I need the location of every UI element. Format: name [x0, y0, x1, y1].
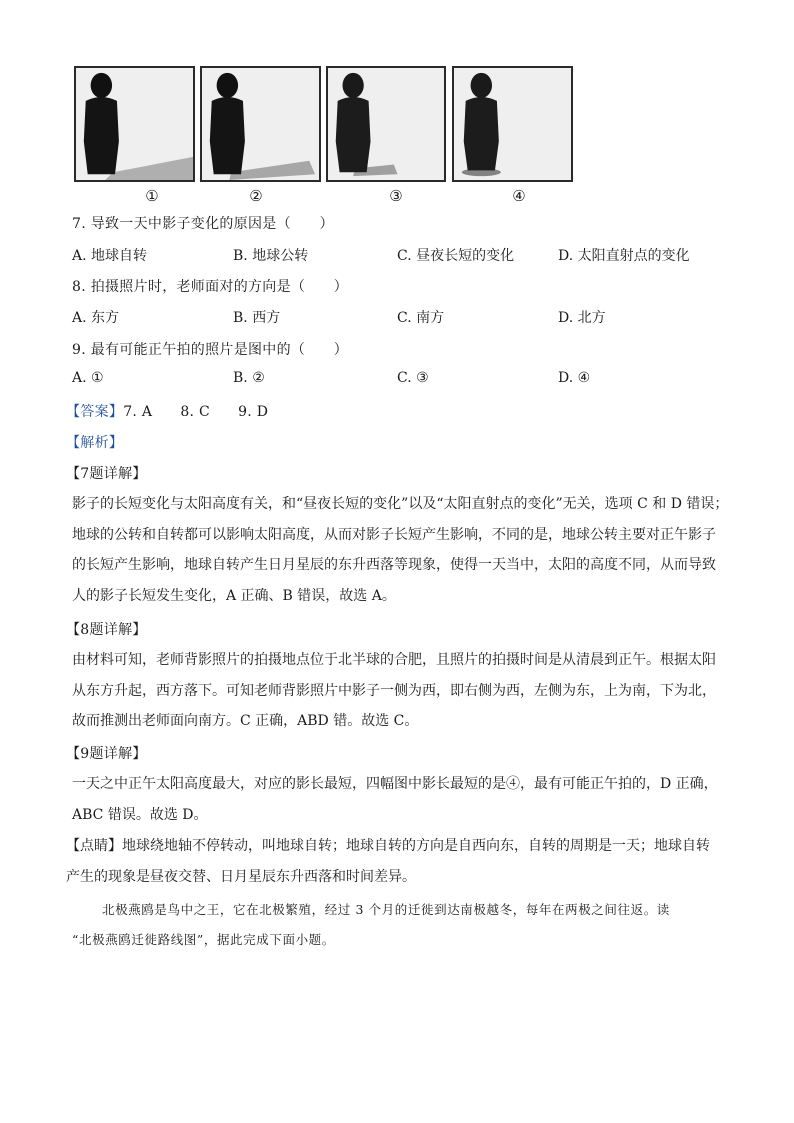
question-7-option-d: D. 太阳直射点的变化	[558, 248, 690, 264]
detail-9-line: 一天之中正午太阳高度最大，对应的影长最短，四幅图中影长最短的是④，最有可能正午拍的，D 正确，	[72, 776, 718, 792]
photo-label-3: ③	[389, 187, 403, 205]
detail-8-line: 从东方升起，西方落下。可知老师背影照片中影子一侧为西，即右侧为西，左侧为东，上为南，下为北，	[72, 682, 716, 699]
question-9-option-d: D. ④	[558, 370, 591, 386]
photo-3	[326, 66, 446, 182]
next-intro	[72, 895, 732, 955]
detail-8-line: 故而推测出老师面向南方。C 正确，ABD 错。故选 C。	[72, 713, 419, 729]
photo-label-4: ④	[512, 187, 526, 205]
detail-7-body	[72, 489, 732, 611]
answer-7: 7. A	[123, 404, 153, 420]
question-7-stem: 7. 导致一天中影子变化的原因是（ ）	[72, 216, 334, 232]
analysis-label: 【解析】	[66, 435, 124, 451]
answer-label: 【答案】	[66, 404, 124, 420]
detail-8-body	[72, 645, 732, 737]
photo-label-1: ①	[145, 187, 159, 205]
photo-2	[200, 66, 321, 182]
detail-9-line: ABC 错误。故选 D。	[72, 806, 208, 823]
next-intro-line: “北极燕鸥迁徙路线图”，据此完成下面小题。	[72, 932, 335, 947]
photo-label-2: ②	[249, 187, 263, 205]
question-7-option-c: C. 昼夜长短的变化	[397, 248, 515, 264]
photo-1	[74, 66, 195, 182]
question-8-option-b: B. 西方	[233, 310, 281, 326]
detail-7-line: 影子的长短变化与太阳高度有关，和“昼夜长短的变化”以及“太阳直射点的变化”无关，选项 C 和 D 错误；	[72, 496, 729, 512]
detail-8-heading: 【8题详解】	[66, 622, 147, 638]
answer-line	[66, 401, 268, 421]
question-8-stem: 8. 拍摄照片时，老师面对的方向是（ ）	[72, 279, 349, 295]
tip-body	[66, 831, 732, 892]
question-8-option-d: D. 北方	[558, 310, 606, 326]
detail-7-line: 地球的公转和自转都可以影响太阳高度，从而对影子长短产生影响，不同的是，地球公转主要对正午影子	[72, 526, 716, 543]
detail-9-body	[72, 769, 732, 830]
shadow-photos	[0, 66, 794, 206]
detail-8-line: 由材料可知，老师背影照片的拍摄地点位于北半球的合肥，且照片的拍摄时间是从清晨到正午。根据太阳	[72, 652, 716, 668]
question-9-option-a: A. ①	[72, 370, 104, 386]
question-7-option-b: B. 地球公转	[233, 248, 309, 264]
question-9-option-c: C. ③	[397, 370, 429, 386]
question-8-option-a: A. 东方	[72, 310, 120, 326]
question-9-stem: 9. 最有可能正午拍的照片是图中的（ ）	[72, 342, 349, 358]
answer-9: 9. D	[238, 404, 269, 420]
tip-line: 地球绕地轴不停转动，叫地球自转；地球自转的方向是自西向东，自转的周期是一天；地球自转	[122, 838, 710, 854]
question-8-option-c: C. 南方	[397, 310, 445, 326]
tip-label: 【点睛】	[66, 838, 122, 854]
photo-4	[452, 66, 573, 182]
detail-7-line: 人的影子长短发生变化，A 正确、B 错误，故选 A。	[72, 587, 396, 604]
answer-8: 8. C	[180, 404, 211, 420]
question-7-option-a: A. 地球自转	[72, 248, 148, 264]
next-intro-line: 北极燕鸥是鸟中之王，它在北极繁殖，经过 3 个月的迁徙到达南极越冬，每年在两极之间往返。读	[102, 902, 670, 917]
detail-9-heading: 【9题详解】	[66, 746, 147, 762]
detail-7-line: 的长短产生影响，地球自转产生日月星辰的东升西落等现象，使得一天当中，太阳的高度不同，从而导致	[72, 557, 716, 573]
question-9-option-b: B. ②	[233, 370, 265, 386]
detail-7-heading: 【7题详解】	[66, 466, 147, 482]
tip-line: 产生的现象是昼夜交替、日月星辰东升西落和时间差异。	[66, 868, 416, 885]
